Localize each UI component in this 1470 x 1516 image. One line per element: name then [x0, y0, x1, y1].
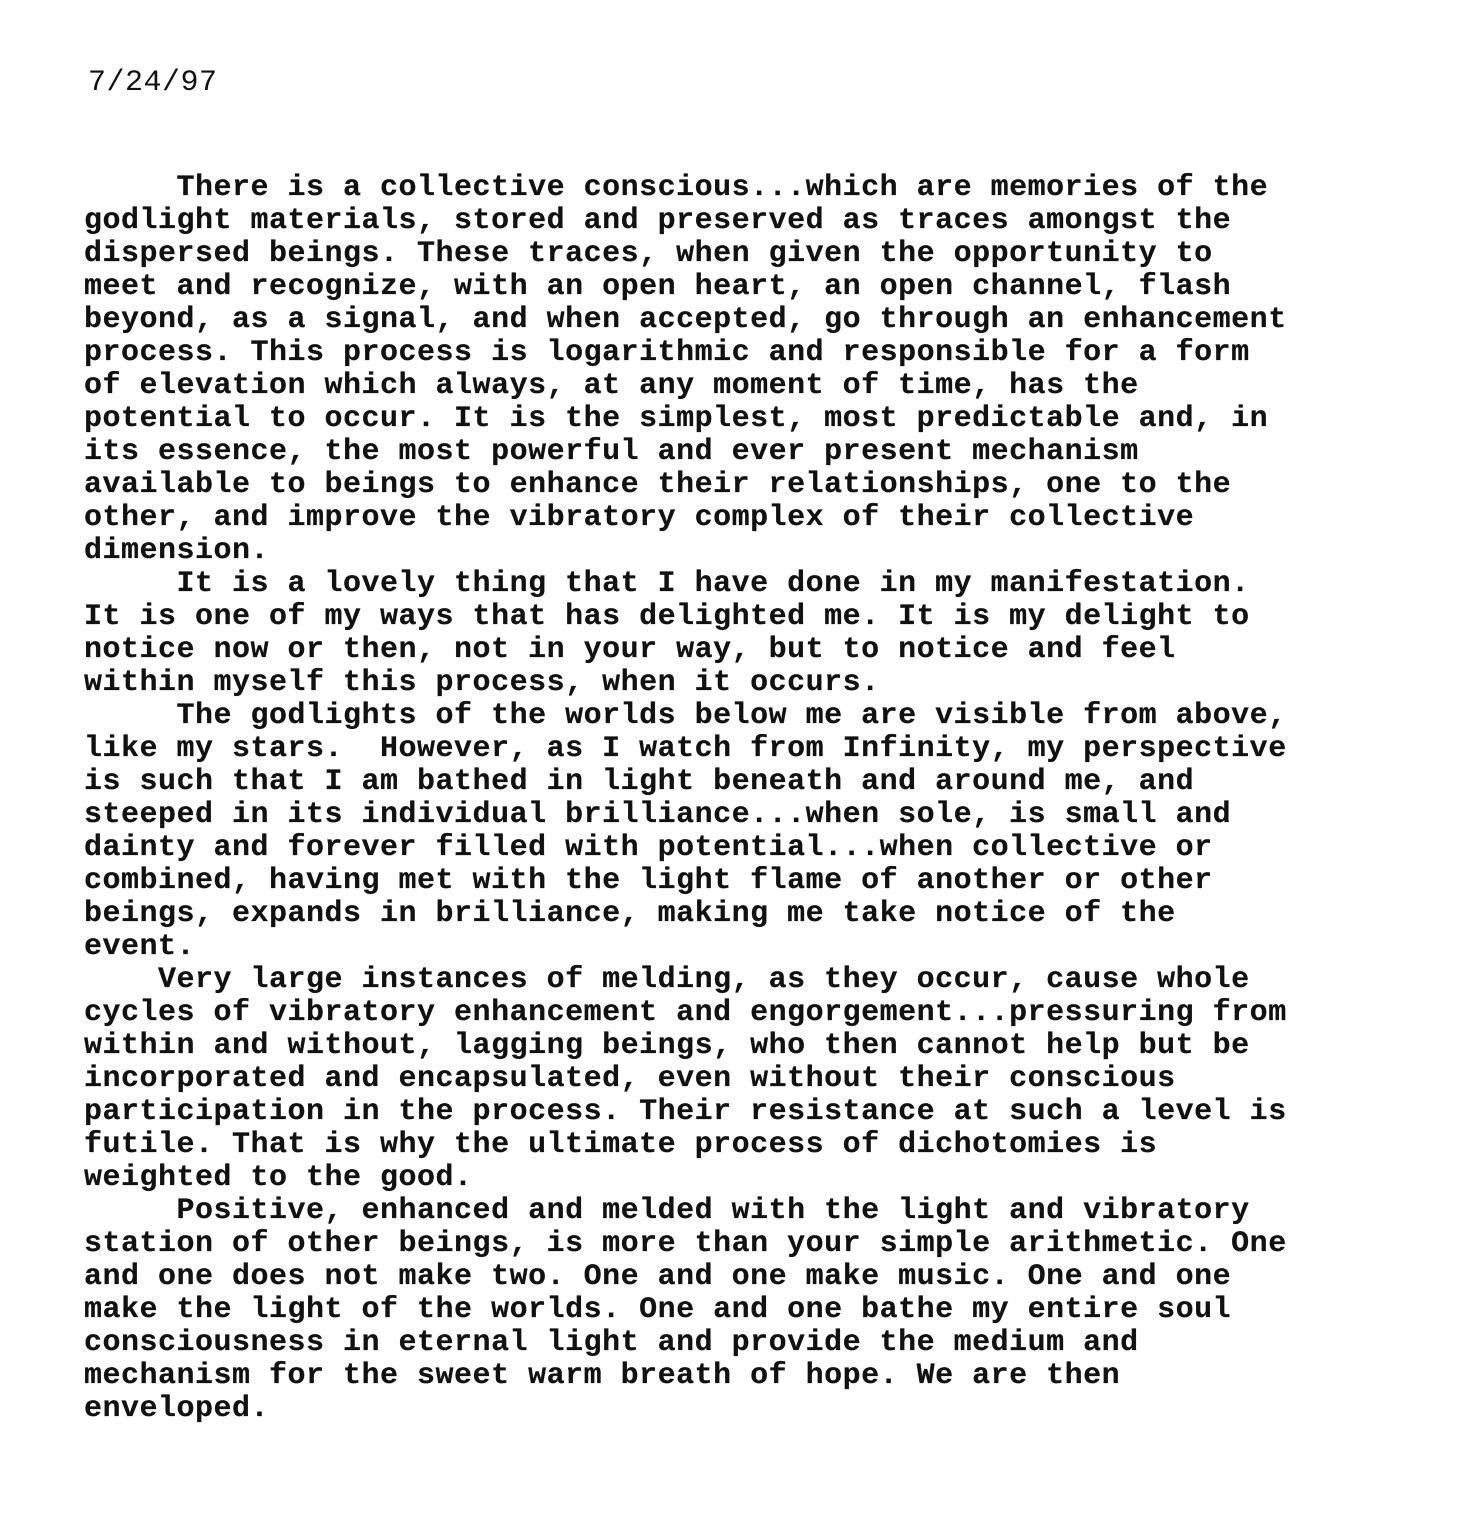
text-line: its essence, the most powerful and ever present mechanism	[84, 435, 1139, 469]
text-line: Positive, enhanced and melded with the light and vibratory	[84, 1194, 1250, 1228]
text-line: available to beings to enhance their relationships, one to the	[84, 468, 1232, 502]
document-body	[84, 172, 1454, 1426]
text-line: other, and improve the vibratory complex of their collective	[84, 501, 1195, 535]
text-line: notice now or then, not in your way, but to notice and feel	[84, 633, 1176, 667]
text-line: dainty and forever filled with potential...when collective or	[84, 831, 1213, 865]
text-line: event.	[84, 930, 196, 964]
text-line: combined, having met with the light flame of another or other	[84, 864, 1213, 898]
text-line: of elevation which always, at any moment of time, has the	[84, 369, 1139, 403]
text-line: mechanism for the sweet warm breath of hope. We are then	[84, 1359, 1121, 1393]
text-line: station of other beings, is more than your simple arithmetic. One	[84, 1227, 1287, 1261]
text-line: consciousness in eternal light and provide the medium and	[84, 1326, 1139, 1360]
text-line: and one does not make two. One and one make music. One and one	[84, 1260, 1232, 1294]
text-line: process. This process is logarithmic and responsible for a form	[84, 336, 1250, 370]
text-line: beyond, as a signal, and when accepted, go through an enhancement	[84, 303, 1287, 337]
text-line: meet and recognize, with an open heart, an open channel, flash	[84, 270, 1232, 304]
text-line: incorporated and encapsulated, even without their conscious	[84, 1062, 1176, 1096]
text-line: It is a lovely thing that I have done in my manifestation.	[84, 567, 1250, 601]
text-line: potential to occur. It is the simplest, most predictable and, in	[84, 402, 1269, 436]
text-line: like my stars. However, as I watch from Infinity, my perspective	[84, 732, 1287, 766]
text-line: steeped in its individual brilliance...when sole, is small and	[84, 798, 1232, 832]
text-line: Very large instances of melding, as they occur, cause whole	[84, 963, 1250, 997]
text-line: There is a collective conscious...which are memories of the	[84, 171, 1269, 205]
text-line: is such that I am bathed in light beneath and around me, and	[84, 765, 1195, 799]
text-line: enveloped.	[84, 1392, 270, 1426]
text-line: dispersed beings. These traces, when given the opportunity to	[84, 237, 1213, 271]
text-line: within myself this process, when it occurs.	[84, 666, 880, 700]
text-line: godlight materials, stored and preserved as traces amongst the	[84, 204, 1232, 238]
text-line: It is one of my ways that has delighted me. It is my delight to	[84, 600, 1250, 634]
text-line: cycles of vibratory enhancement and engorgement...pressuring from	[84, 996, 1287, 1030]
text-line: The godlights of the worlds below me are visible from above,	[84, 699, 1287, 733]
text-line: within and without, lagging beings, who then cannot help but be	[84, 1029, 1250, 1063]
text-line: participation in the process. Their resistance at such a level is	[84, 1095, 1287, 1129]
text-line: weighted to the good.	[84, 1161, 473, 1195]
text-line: futile. That is why the ultimate process of dichotomies is	[84, 1128, 1158, 1162]
text-line: beings, expands in brilliance, making me take notice of the	[84, 897, 1176, 931]
document-date: 7/24/97	[88, 66, 218, 100]
text-line: make the light of the worlds. One and one bathe my entire soul	[84, 1293, 1232, 1327]
text-line: dimension.	[84, 534, 270, 568]
